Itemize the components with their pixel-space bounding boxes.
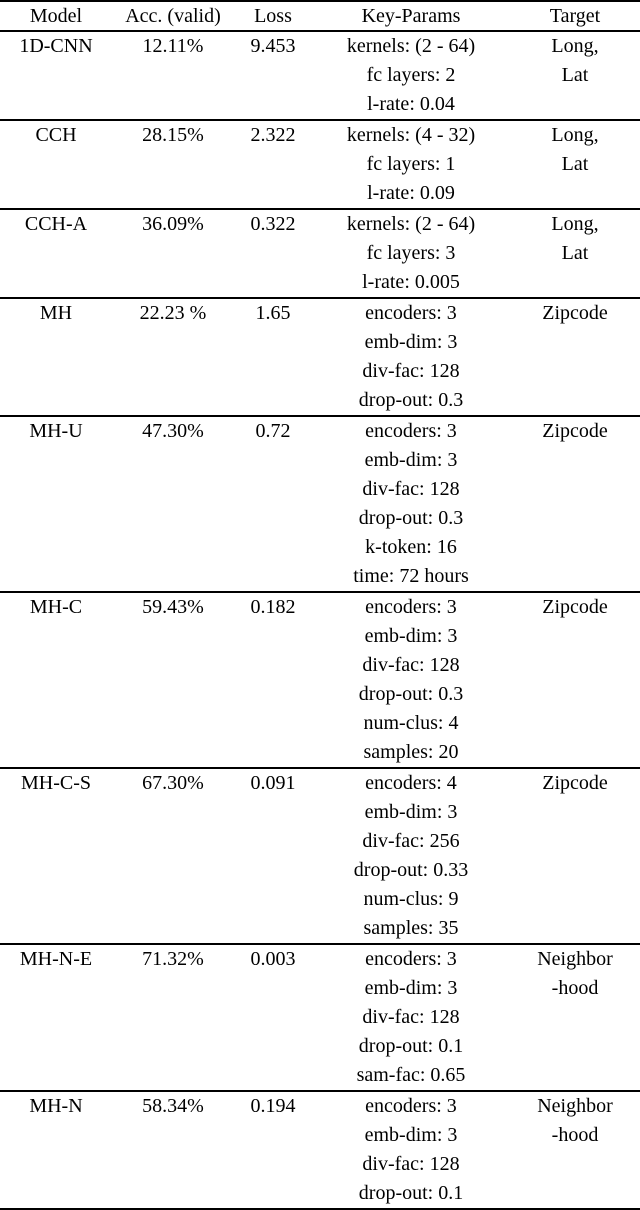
loss-cell: 0.322 [250, 213, 296, 235]
key-param-line: drop-out: 0.3 [358, 683, 464, 705]
target-cell [510, 120, 640, 209]
key-params-cell [312, 120, 510, 209]
model-cell: MH [39, 302, 73, 324]
model-cell: CCH-A [24, 213, 88, 235]
target-cell [510, 1091, 640, 1209]
accuracy-cell: 22.23 % [139, 302, 207, 324]
table-body [0, 31, 640, 1209]
header-row [0, 1, 640, 31]
key-param-line: time: 72 hours [353, 565, 469, 587]
key-param-line: fc layers: 1 [366, 153, 456, 175]
table-row [0, 209, 640, 298]
target-line: Lat [561, 153, 589, 175]
key-param-line: div-fac: 128 [362, 654, 460, 676]
key-param-line: l-rate: 0.005 [362, 271, 460, 293]
key-param-line: drop-out: 0.1 [358, 1035, 464, 1057]
header-accuracy: Acc. (valid) [125, 5, 221, 27]
key-param-line: div-fac: 128 [362, 1153, 460, 1175]
header-target: Target [549, 5, 601, 27]
loss-cell: 0.003 [250, 948, 296, 970]
model-cell: MH-N [29, 1095, 83, 1117]
table-row [0, 944, 640, 1091]
target-line: Long, [551, 124, 599, 146]
target-cell [510, 944, 640, 1091]
target-line: Zipcode [542, 772, 608, 794]
target-line: Lat [561, 64, 589, 86]
key-param-line: div-fac: 128 [362, 360, 460, 382]
accuracy-cell: 58.34% [142, 1095, 204, 1117]
accuracy-cell: 36.09% [142, 213, 204, 235]
key-param-line: drop-out: 0.3 [358, 507, 464, 529]
target-cell [510, 298, 640, 416]
key-params-cell [312, 298, 510, 416]
model-cell: MH-C-S [20, 772, 91, 794]
key-param-line: encoders: 3 [365, 596, 457, 618]
model-cell: MH-N-E [19, 948, 93, 970]
table-row [0, 768, 640, 944]
key-param-line: emb-dim: 3 [364, 1124, 458, 1146]
accuracy-cell: 28.15% [142, 124, 204, 146]
key-param-line: drop-out: 0.1 [358, 1182, 464, 1204]
key-param-line: fc layers: 2 [366, 64, 456, 86]
key-param-line: emb-dim: 3 [364, 625, 458, 647]
target-cell [510, 416, 640, 592]
table-row [0, 31, 640, 120]
key-params-cell [312, 209, 510, 298]
key-param-line: kernels: (2 - 64) [346, 213, 476, 235]
key-param-line: div-fac: 128 [362, 1006, 460, 1028]
key-param-line: emb-dim: 3 [364, 801, 458, 823]
key-param-line: num-clus: 9 [363, 888, 459, 910]
key-param-line: emb-dim: 3 [364, 977, 458, 999]
accuracy-cell: 12.11% [142, 35, 204, 57]
accuracy-cell: 47.30% [142, 420, 204, 442]
target-line: Long, [551, 35, 599, 57]
target-line: Zipcode [542, 302, 608, 324]
key-param-line: sam-fac: 0.65 [356, 1064, 466, 1086]
key-param-line: l-rate: 0.09 [367, 182, 455, 204]
key-param-line: samples: 20 [363, 741, 459, 763]
key-param-line: encoders: 4 [365, 772, 457, 794]
table-row [0, 416, 640, 592]
key-param-line: drop-out: 0.3 [358, 389, 464, 411]
key-param-line: kernels: (2 - 64) [346, 35, 476, 57]
target-line: Neighbor [537, 948, 613, 970]
target-line: -hood [551, 977, 599, 999]
target-line: Zipcode [542, 596, 608, 618]
key-param-line: div-fac: 256 [362, 830, 460, 852]
key-params-cell [312, 592, 510, 768]
target-line: -hood [551, 1124, 599, 1146]
key-param-line: samples: 35 [363, 917, 459, 939]
target-cell [510, 209, 640, 298]
accuracy-cell: 59.43% [142, 596, 204, 618]
target-line: Lat [561, 242, 589, 264]
target-line: Long, [551, 213, 599, 235]
loss-cell: 0.091 [250, 772, 296, 794]
key-param-line: kernels: (4 - 32) [346, 124, 476, 146]
model-cell: MH-C [29, 596, 83, 618]
key-param-line: emb-dim: 3 [364, 449, 458, 471]
header-model: Model [29, 5, 83, 27]
table-row [0, 120, 640, 209]
key-param-line: num-clus: 4 [363, 712, 459, 734]
accuracy-cell: 71.32% [142, 948, 204, 970]
target-cell [510, 592, 640, 768]
key-params-cell [312, 31, 510, 120]
table-row [0, 298, 640, 416]
key-param-line: emb-dim: 3 [364, 331, 458, 353]
model-cell: CCH [35, 124, 77, 146]
key-param-line: l-rate: 0.04 [367, 93, 455, 115]
accuracy-cell: 67.30% [142, 772, 204, 794]
loss-cell: 2.322 [250, 124, 296, 146]
key-param-line: k-token: 16 [365, 536, 457, 558]
key-param-line: encoders: 3 [365, 302, 457, 324]
key-params-cell [312, 944, 510, 1091]
table-row [0, 592, 640, 768]
key-params-cell [312, 768, 510, 944]
header-loss: Loss [254, 5, 292, 27]
key-param-line: div-fac: 128 [362, 478, 460, 500]
key-param-line: drop-out: 0.33 [353, 859, 469, 881]
header-key-params: Key-Params [361, 5, 461, 27]
target-line: Neighbor [537, 1095, 613, 1117]
target-line: Zipcode [542, 420, 608, 442]
key-params-cell [312, 416, 510, 592]
model-cell: 1D-CNN [19, 35, 93, 57]
key-param-line: encoders: 3 [365, 420, 457, 442]
loss-cell: 0.72 [255, 420, 291, 442]
target-cell [510, 768, 640, 944]
model-cell: MH-U [29, 420, 83, 442]
table-row [0, 1091, 640, 1209]
key-params-cell [312, 1091, 510, 1209]
key-param-line: encoders: 3 [365, 948, 457, 970]
loss-cell: 0.194 [250, 1095, 296, 1117]
loss-cell: 9.453 [250, 35, 296, 57]
target-cell [510, 31, 640, 120]
loss-cell: 1.65 [255, 302, 291, 324]
key-param-line: fc layers: 3 [366, 242, 456, 264]
loss-cell: 0.182 [250, 596, 296, 618]
key-param-line: encoders: 3 [365, 1095, 457, 1117]
